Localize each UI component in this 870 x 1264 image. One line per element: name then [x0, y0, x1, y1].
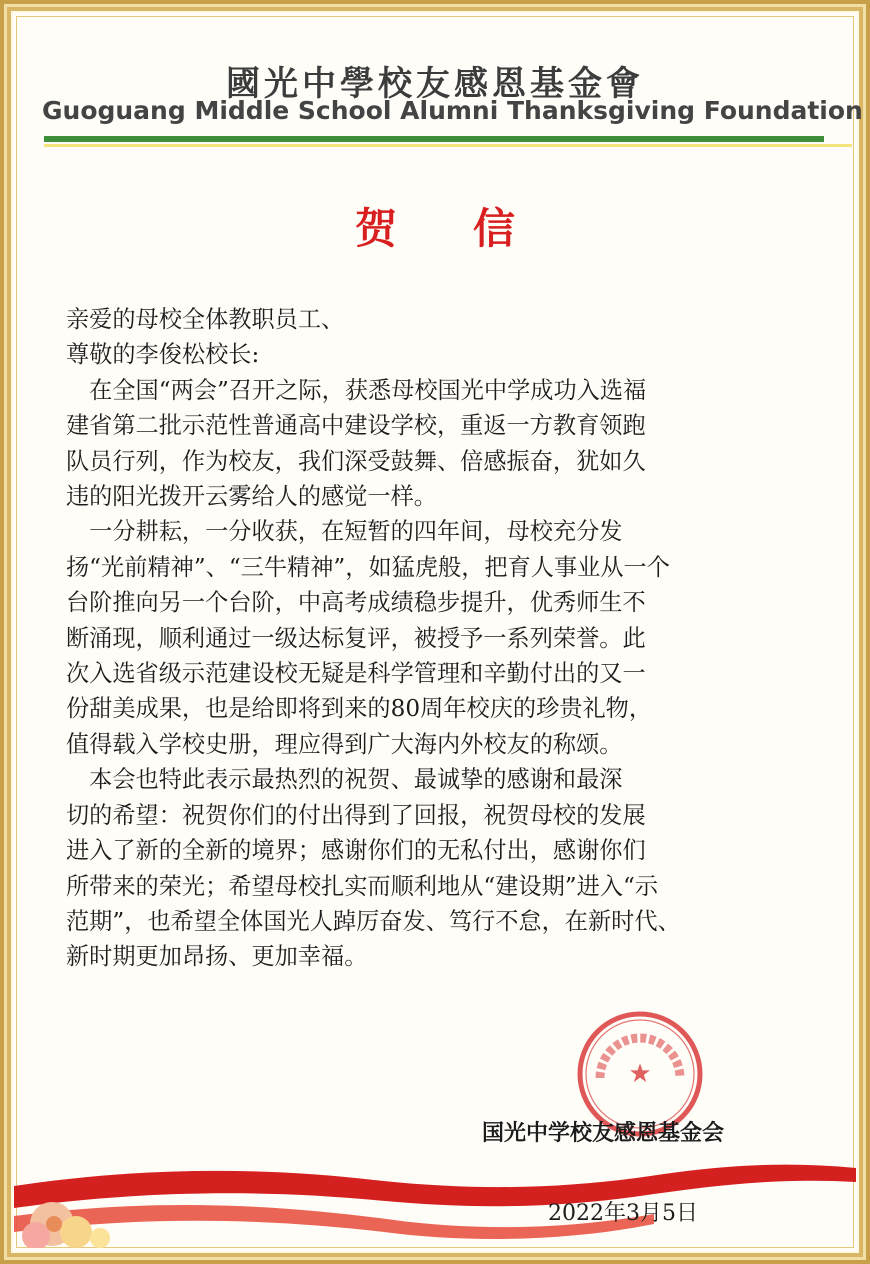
org-name-chinese: 國光中學校友感恩基金會: [226, 64, 644, 104]
body-line: 台阶推向另一个台阶，中高考成绩稳步提升，优秀师生不: [66, 589, 646, 617]
body-line: 断涌现，顺利通过一级达标复评，被授予一系列荣誉。此: [66, 624, 646, 652]
body-line: 扬“光前精神”、“三牛精神”，如猛虎般，把育人事业从一个: [66, 553, 670, 581]
body-line: 份甜美成果，也是给即将到来的80周年校庆的珍贵礼物，: [66, 695, 653, 723]
body-line: 队员行列，作为校友，我们深受鼓舞、倍感振奋，犹如久: [66, 447, 646, 475]
letter-body: [66, 302, 810, 975]
body-line: 进入了新的全新的境界；感谢你们的无私付出，感谢你们: [66, 837, 646, 865]
body-line: 次入选省级示范建设校无疑是科学管理和辛勤付出的又一: [66, 660, 646, 688]
org-name-english: Guoguang Middle School Alumni Thanksgiving Foundation: [42, 96, 863, 125]
body-line: 值得载入学校史册，理应得到广大海内外校友的称颂。: [66, 730, 623, 758]
letter-date: 2022年3月5日: [548, 1201, 698, 1226]
body-line: 建省第二批示范性普通高中建设学校，重返一方教育领跑: [66, 412, 646, 440]
body-line: 本会也特此表示最热烈的祝贺、最诚挚的感谢和最深: [66, 766, 623, 794]
salutation-line: 亲爱的母校全体教职员工、: [66, 306, 345, 333]
body-line: 违的阳光拨开云雾给人的感觉一样。: [66, 483, 437, 511]
signature-organization: 国光中学校友感恩基金会: [482, 1121, 725, 1146]
body-line: 范期”，也希望全体国光人踔厉奋发、笃行不怠，在新时代、: [66, 907, 681, 935]
body-line: 所带来的荣光；希望母校扎实而顺利地从“建设期”进入“示: [66, 872, 659, 900]
header-green-rule: [44, 136, 824, 142]
body-line: 一分耕耘，一分收获，在短暂的四年间，母校充分发: [66, 518, 623, 546]
body-line: 切的希望：祝贺你们的付出得到了回报，祝贺母校的发展: [66, 801, 646, 829]
svg-text:★: ★: [628, 1059, 652, 1089]
body-line: 在全国“两会”召开之际，获悉母校国光中学成功入选福: [66, 376, 647, 404]
letter-title: 贺信: [354, 204, 591, 253]
body-line: 新时期更加昂扬、更加幸福。: [66, 943, 368, 971]
salutation-line: 尊敬的李俊松校长:: [66, 341, 260, 369]
header-yellow-rule: [44, 144, 852, 147]
